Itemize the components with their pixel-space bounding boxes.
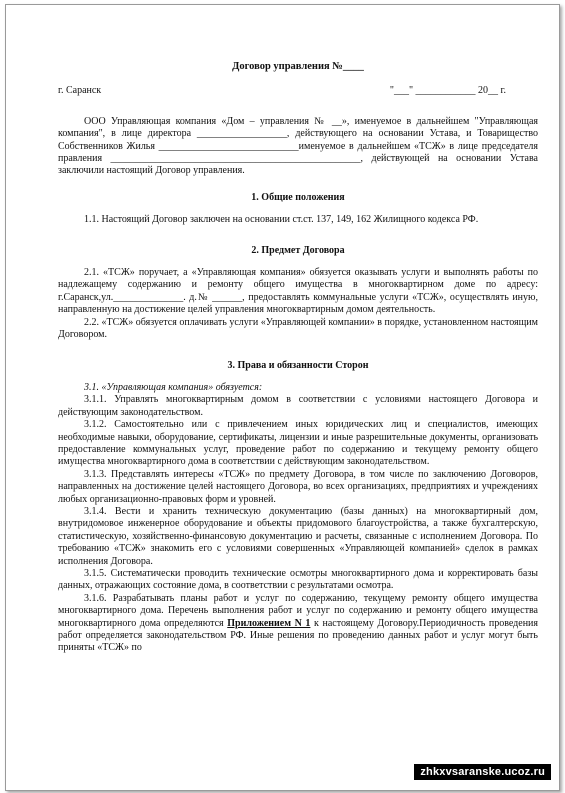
clause-2-1: 2.1. «ТСЖ» поручает, а «Управляющая компания» обязуется оказывать услуги и выполнять работы по надлежащему содержанию и ремонту общего имущества в многоквартирном доме по адресу: г.Саранск,ул.______________. д.№ ______, предоставлять коммунальные услуги «ТСЖ», осуществлять иную, направленную на достижение целей управления многоквартирным домом деятельность. <box>58 267 538 316</box>
clause-1-1: 1.1. Настоящий Договор заключен на основании ст.ст. 137, 149, 162 Жилищного кодекса РФ. <box>84 214 479 226</box>
clause-3-1-2: 3.1.2. Самостоятельно или с привлечением иных юридических лиц и специалистов, имеющих необходимые навыки, оборудование, сертификаты, лицензии и иные разрешительные документы, организовать предоставление коммунальных услуг, проведение работ по содержанию и текущему ремонту общего имущества многоквартирного дома в соответствии с действующим законодательством. <box>58 419 538 468</box>
clause-3-1: 3.1. «Управляющая компания» обязуется: <box>84 381 263 393</box>
section-1-heading: 1. Общие положения <box>251 191 345 203</box>
city: г. Саранск <box>58 85 102 97</box>
section-3-heading: 3. Права и обязанности Сторон <box>227 359 369 371</box>
clause-3-1-6 <box>58 593 538 655</box>
clause-2-2: 2.2. «ТСЖ» обязуется оплачивать услуги «Управляющей компании» в порядке, установленном настоящим Договором. <box>58 316 538 341</box>
date-line: "___" ____________ 20__ г. <box>389 85 506 97</box>
clause-3-1-5: 3.1.5. Систематически проводить технические осмотры многоквартирного дома и корректировать базы данных, отражающих состояние дома, в соответствии с результатами осмотра. <box>58 568 538 592</box>
clause-3-1-3: 3.1.3. Представлять интересы «ТСЖ» по предмету Договора, в том числе по заключению Договоров, направленных на достижение целей настоящего Договора, во всех организациях, предприятиях и учреждениях любых организационно-правовых форм и уровней. <box>58 468 538 505</box>
document-frame <box>5 4 560 791</box>
document-page <box>58 57 538 655</box>
clause-3-1-6-text-a: 3.1.6. Разрабатывать планы работ и услуг по содержанию, текущему ремонту общего имущества многоквартирного дома. Перечень выполнения работ и услуг по содержанию и ремонту общего имущества многоквартирного дома определяются <box>58 592 538 629</box>
city-date-line <box>58 85 538 97</box>
intro-paragraph: ООО Управляющая компания «Дом – управления № __», именуемое в дальнейшем "Управляющая компания", в лице директора __________________, действующего на основании Устава, и Товарищество Собственников Жилья ____________________________именуемое в дальнейшем «ТСЖ» в лице председателя правления __________________________________________________, действующей на основании Устава заключили настоящий Договор управления. <box>58 115 538 177</box>
appendix-1-reference: Приложением N 1 <box>227 617 311 629</box>
clause-3-1-4: 3.1.4. Вести и хранить техническую документацию (базы данных) на многоквартирный дом, внутридомовое инженерное оборудование и объекты придомового благоустройства, а также бухгалтерскую, статистическую, хозяйственно-финансовую документацию и расчеты, связанные с исполнением Договора. По требованию «ТСЖ» знакомить его с условиями совершенных «Управляющей компанией» сделок в рамках исполнения Договора. <box>58 505 538 567</box>
clause-3-1-1: 3.1.1. Управлять многоквартирным домом в соответствии с условиями настоящего Договора и действующим законодательством. <box>58 394 538 418</box>
site-watermark: zhkxvsaranske.ucoz.ru <box>414 764 551 780</box>
section-2-heading: 2. Предмет Договора <box>251 244 345 256</box>
clause-3-1-6-text-b: к настоящему Договору.Периодичность проведения работ определяется законодательством РФ. Иные решения по проведению данных работ и услуг могут быть приняты «ТСЖ» по <box>58 617 539 654</box>
document-title: Договор управления №____ <box>232 61 364 72</box>
